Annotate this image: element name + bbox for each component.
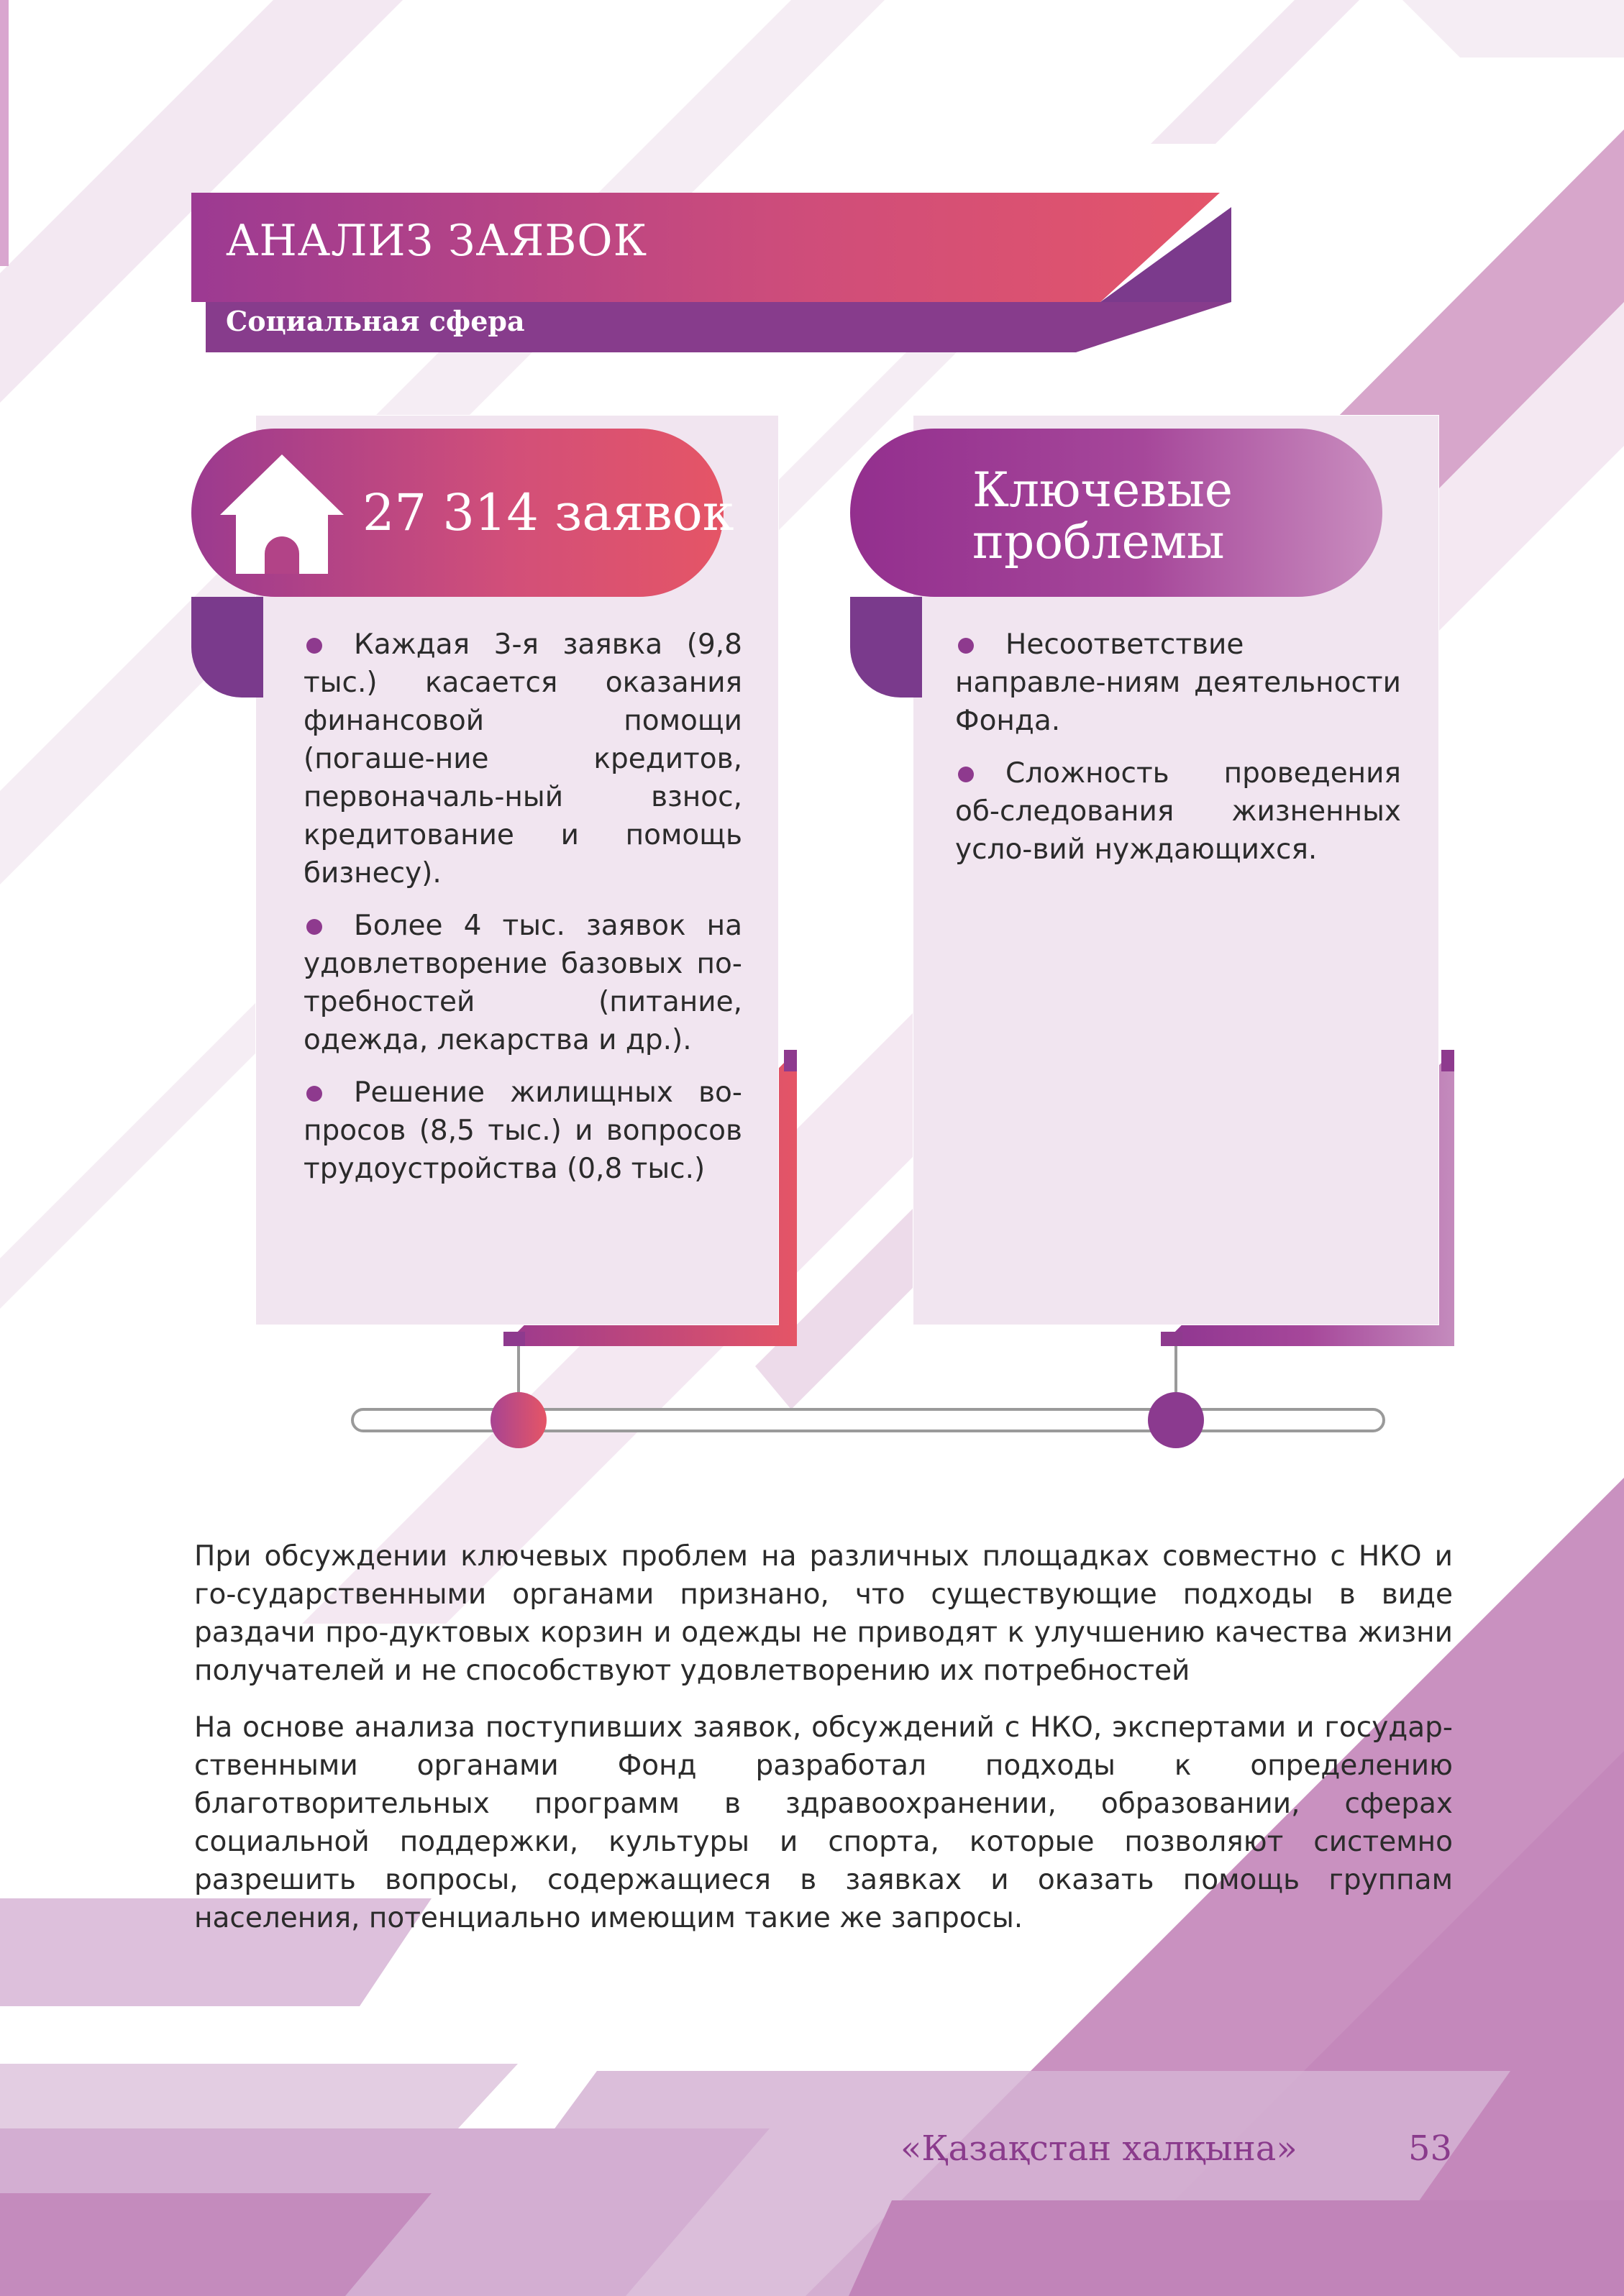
left-card-list xyxy=(304,626,742,1202)
page-number: 53 xyxy=(1408,2128,1453,2169)
body-text xyxy=(194,1537,1453,1956)
list-item: Решение жилищных во-просов (8,5 тыс.) и вопросов трудоустройства (0,8 тыс.) xyxy=(304,1074,742,1188)
right-card-list xyxy=(955,626,1401,883)
list-item: Каждая 3-я заявка (9,8 тыс.) касается оказания финансовой помощи (погаше-ние кредитов, первоначаль-ный взнос, кредитование и помощь бизнесу). xyxy=(304,626,742,892)
section-header xyxy=(0,0,1624,374)
body-paragraph: На основе анализа поступивших заявок, обсуждений с НКО, экспертами и государ-ственными органами Фонд разработал подходы к определению благотворительных программ в здравоохранении, образовании, сферах социальной поддержки, культуры и спорта, которые позволяют системно разрешить вопросы, содержащиеся в заявках и оказать помощь группам населения, потенциально имеющим такие же запросы. xyxy=(194,1711,1453,1934)
key-problems-title xyxy=(972,462,1233,570)
key-problems-pill xyxy=(850,429,1382,597)
requests-count: 27 314 заявок xyxy=(362,483,734,542)
list-item: Несоответствие направле-ниям деятельности Фонда. xyxy=(955,626,1401,740)
timeline-dot-left xyxy=(491,1392,547,1448)
key-problems-title-line2: проблемы xyxy=(972,514,1225,570)
list-item: Более 4 тыс. заявок на удовлетворение базовых по-требностей (питание, одежда, лекарства и др.). xyxy=(304,907,742,1059)
requests-count-pill xyxy=(191,429,734,597)
body-paragraph: При обсуждении ключевых проблем на различных площадках совместно с НКО и го-сударственными органами признано, что существующие подходы в виде раздачи про-дуктовых корзин и одежды не приводят к улучшению качества жизни получателей и не способствуют удовлетворению их потребностей xyxy=(194,1540,1453,1687)
timeline-dot-right xyxy=(1148,1392,1204,1448)
footer-title: «Қазақстан халқына» xyxy=(900,2128,1297,2169)
home-icon xyxy=(220,452,344,574)
page-title: АНАЛИЗ ЗАЯВОК xyxy=(226,216,648,266)
page-subtitle: Социальная сфера xyxy=(226,305,525,337)
list-item: Сложность проведения об-следования жизненных усло-вий нуждающихся. xyxy=(955,754,1401,869)
key-problems-title-line1: Ключевые xyxy=(972,462,1233,518)
